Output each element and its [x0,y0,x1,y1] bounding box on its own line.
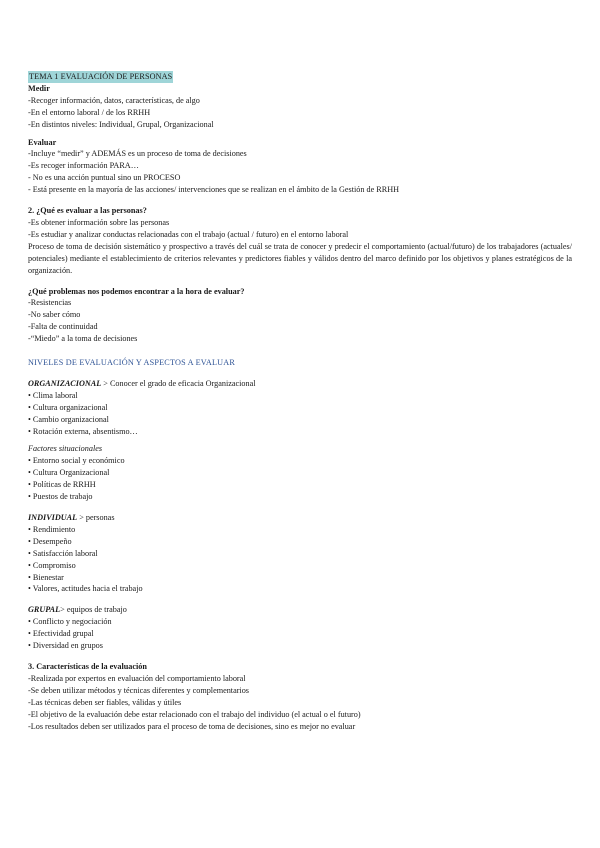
evaluar-line: - No es una acción puntual sino un PROCESO [28,173,181,183]
individual-label: INDIVIDUAL [28,513,78,522]
q3-line: -El objetivo de la evaluación debe estar relacionado con el trabajo del individuo (el actual o el futuro) [28,709,361,719]
problemas-line: -“Miedo” a la toma de decisiones [28,334,138,344]
organizacional-item: • Clima laboral [28,390,78,400]
organizacional-item: • Rotación externa, absentismo… [28,426,138,436]
medir-line: -En el entorno laboral / de los RRHH [28,107,151,117]
evaluar-heading: Evaluar [28,137,57,147]
q3-heading: 3. Características de la evaluación [28,661,147,671]
q3-line: -Realizada por expertos en evaluación del comportamiento laboral [28,673,246,683]
problemas-line: -Falta de continuidad [28,322,98,332]
organizacional-heading [28,378,572,390]
evaluar-line: -Incluye “medir” y ADEMÁS es un proceso de toma de decisiones [28,149,247,159]
individual-item: • Satisfacción laboral [28,548,98,558]
grupal-label: GRUPAL [28,605,61,615]
individual-item: • Valores, actitudes hacia el trabajo [28,584,143,594]
medir-heading: Medir [28,83,50,93]
q2-paragraph: Proceso de toma de decisión sistemático y prospectivo a través del cuál se trata de conocer y predecir el comportamiento (actual/futuro) de los trabajadores (actuales/ potenciales) mediante el establecimiento de criterios relevantes y predictores fiables y válidos dentro del marco definido por los objetivos y planes estratégicos de la organización. [28,241,572,275]
document-content [28,71,572,732]
individual-item: • Bienestar [28,572,64,582]
organizacional-item: • Cambio organizacional [28,414,109,424]
medir-line: -En distintos niveles: Individual, Grupal, Organizacional [28,119,214,129]
grupal-item: • Efectividad grupal [28,629,94,639]
factores-item: • Cultura Organizacional [28,468,110,478]
individual-item: • Compromiso [28,560,76,570]
factores-item: • Políticas de RRHH [28,480,96,490]
individual-item: • Desempeño [28,536,72,546]
q3-line: -Se deben utilizar métodos y técnicas diferentes y complementarios [28,685,249,695]
q2-heading: 2. ¿Qué es evaluar a las personas? [28,206,147,216]
factores-item: • Puestos de trabajo [28,492,93,502]
q2-line: -Es estudiar y analizar conductas relacionadas con el trabajo (actual / futuro) en el entorno laboral [28,229,349,239]
individual-item: • Rendimiento [28,524,76,534]
individual-heading [28,512,572,524]
medir-line: -Recoger información, datos, características, de algo [28,95,200,105]
evaluar-line: -Es recoger información PARA… [28,161,139,171]
problemas-line: -No saber cómo [28,310,81,320]
evaluar-line: - Está presente en la mayoría de las acciones/ intervenciones que se realizan en el ámbito de la Gestión de RRHH [28,185,400,195]
document-title: TEMA 1 EVALUACIÓN DE PERSONAS [29,72,173,81]
niveles-heading: NIVELES DE EVALUACIÓN Y ASPECTOS A EVALUAR [28,358,236,368]
grupal-desc: > equipos de trabajo [60,605,127,615]
q3-line: -Los resultados deben ser utilizados para el proceso de toma de decisiones, sino es mejor no evaluar [28,721,356,731]
factores-heading: Factores situacionales [28,444,103,454]
q2-line: -Es obtener información sobre las personas [28,217,170,227]
grupal-item: • Diversidad en grupos [28,641,103,651]
grupal-heading [28,604,572,616]
problemas-heading: ¿Qué problemas nos podemos encontrar a la hora de evaluar? [28,286,245,296]
factores-item: • Entorno social y económico [28,456,125,466]
organizacional-label: ORGANIZACIONAL [28,378,102,388]
organizacional-desc: > Conocer el grado de eficacia Organizacional [101,378,256,388]
organizacional-item: • Cultura organizacional [28,402,108,412]
q3-line: -Las técnicas deben ser fiables, válidas y útiles [28,697,182,707]
problemas-line: -Resistencias [28,298,72,308]
individual-desc: > personas [77,513,115,522]
grupal-item: • Conflicto y negociación [28,617,112,627]
